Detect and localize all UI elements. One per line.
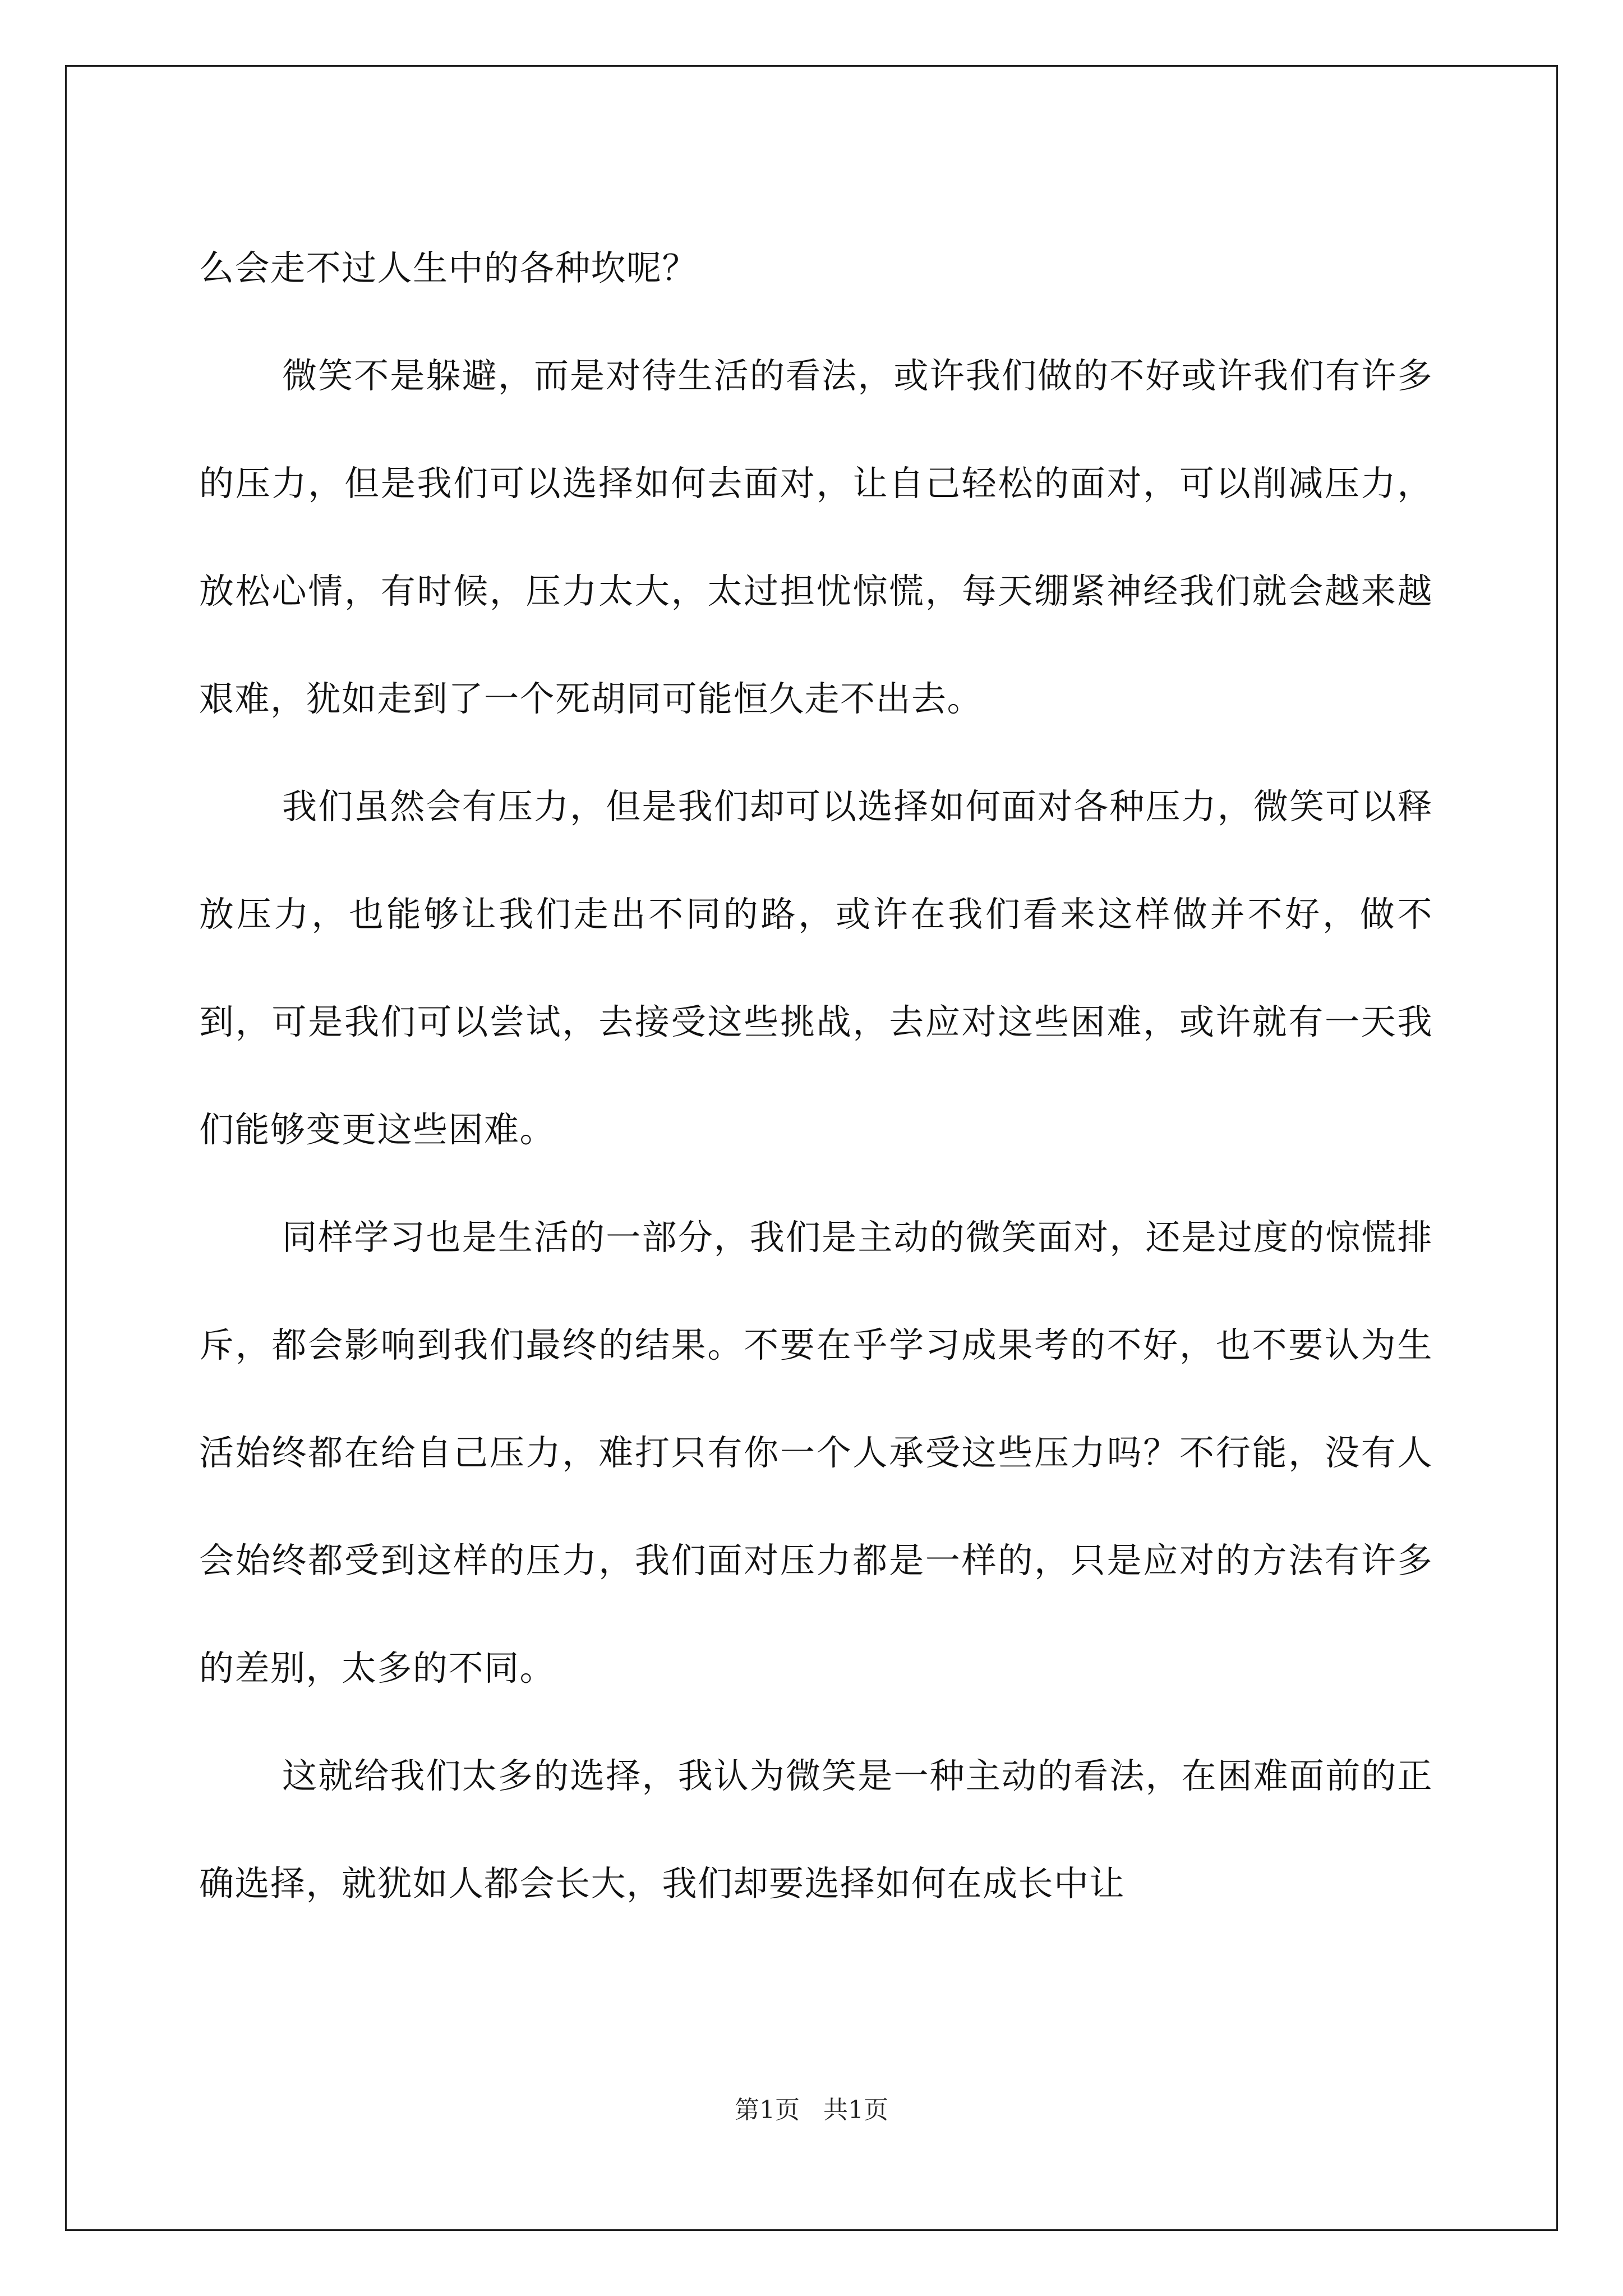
paragraph: 微笑不是躲避，而是对待生活的看法，或许我们做的不好或许我们有许多的压力，但是我们可以选择如何去面对，让自己轻松的面对，可以削减压力，放松心情，有时候，压力太大，太过担忧惊慌，每天绷紧神经我们就会越来越艰难，犹如走到了一个死胡同可能恒久走不出去。 [199, 355, 1433, 719]
paragraph: 我们虽然会有压力，但是我们却可以选择如何面对各种压力，微笑可以释放压力，也能够让我们走出不同的路，或许在我们看来这样做并不好，做不到，可是我们可以尝试，去接受这些挑战，去应对这些困难，或许就有一天我们能够变更这些困难。 [199, 786, 1433, 1150]
page-footer: 第1页 共1页 [735, 2096, 888, 2124]
document-body [199, 214, 1433, 1938]
paragraph: 同样学习也是生活的一部分，我们是主动的微笑面对，还是过度的惊慌排斥，都会影响到我们最终的结果。不要在乎学习成果考的不好，也不要认为生活始终都在给自己压力，难打只有你一个人承受这些压力吗？不行能，没有人会始终都受到这样的压力，我们面对压力都是一样的，只是应对的方法有许多的差别，太多的不同。 [199, 1217, 1433, 1688]
paragraph: 这就给我们太多的选择，我认为微笑是一种主动的看法，在困难面前的正确选择，就犹如人都会长大，我们却要选择如何在成长中让 [199, 1755, 1433, 1904]
paragraph-continued: 么会走不过人生中的各种坎呢？ [199, 247, 698, 288]
